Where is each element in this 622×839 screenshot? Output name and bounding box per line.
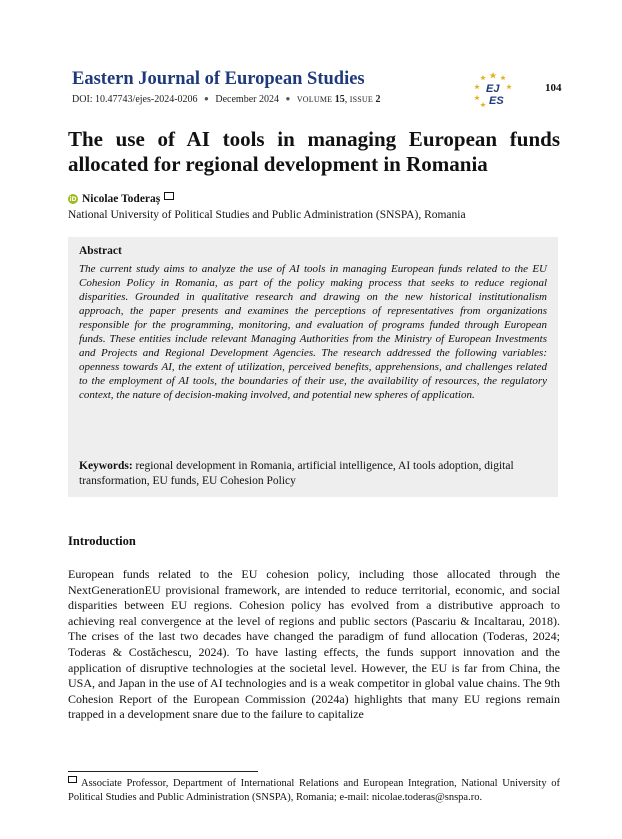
issue-label: ISSUE xyxy=(349,95,373,104)
envelope-icon xyxy=(68,776,77,783)
author-affiliation: National University of Political Studies and Public Administration (SNSPA), Romania xyxy=(68,209,466,221)
footnote-divider xyxy=(68,771,258,772)
keywords-list: regional development in Romania, artificial intelligence, AI tools adoption, digital transformation, EU funds, EU Cohesion Policy xyxy=(79,460,514,487)
envelope-icon[interactable] xyxy=(164,192,174,200)
issue-number: 2 xyxy=(375,94,381,105)
journal-title: Eastern Journal of European Studies xyxy=(72,69,365,89)
publication-date: December 2024 xyxy=(215,94,279,105)
footnote-text: Associate Professor, Department of International Relations and European Integration, National University of Political Studies and Public Administration (SNSPA), Romania; e-mail: nicolae.toderas@snspa.ro. xyxy=(68,778,560,803)
logo-text-top: EJ xyxy=(486,83,500,95)
orcid-icon[interactable]: iD xyxy=(69,195,77,203)
abstract-box xyxy=(68,237,558,497)
doi: DOI: 10.47743/ejes-2024-0206 xyxy=(72,94,198,105)
paper-title: The use of AI tools in managing European funds allocated for regional development in Romania xyxy=(68,127,560,176)
footnote xyxy=(68,777,560,805)
author-name: Nicolae Toderaș xyxy=(82,193,161,205)
keywords xyxy=(79,459,547,489)
author-line xyxy=(68,193,174,205)
ejes-logo xyxy=(472,71,514,107)
logo-text-bottom: ES xyxy=(489,95,504,107)
publication-meta: DOI: 10.47743/ejes-2024-0206 ● December 2024 ● VOLUME 15, ISSUE 2 xyxy=(72,94,381,105)
volume-label: VOLUME xyxy=(296,95,333,104)
bullet-separator: ● xyxy=(204,94,209,103)
keywords-label: Keywords: xyxy=(79,460,133,472)
volume-number: 15 xyxy=(334,94,345,105)
section-heading-introduction: Introduction xyxy=(68,534,136,548)
abstract-text: The current study aims to analyze the use of AI tools in managing European funds related to the EU Cohesion Policy in Romania, as part of the policy making process that seeks to reduce regional disparities. Grounded in qualitative research and drawing on the new historical institutionalism approach, the paper presents and examines the perceptions of representatives from organizations responsible for the programming, monitoring, and evaluation of programs funded through European funds. These entities include relevant Managing Authorities from the Ministry of European Investments and Projects and Regional Development Agencies. The research addressed the following variables: openness towards AI, the extent of utilization, perceived benefits, apprehensions, and challenges related to the employment of AI tools, the boundaries of their use, the availability of resources, the regulatory context, the nature of decision-making involved, and potential new spheres of application. xyxy=(79,263,547,401)
page-number: 104 xyxy=(545,82,562,94)
bullet-separator: ● xyxy=(285,94,291,103)
introduction-paragraph: European funds related to the EU cohesion policy, including those allocated through the NextGenerationEU provisional framework, are intended to reduce territorial, economic, and social disparities between EU regions. Cohesion policy has evolved from a distributive approach to achieving real convergence at the level of regions and public sectors (Pascariu & Incaltarau, 2018). The crises of the last two decades have changed the paradigm of fund allocation (Toderas, 2024; Toderas & Costăchescu, 2024). To have lasting effects, the funds support innovation and the application of disruptive technologies at the societal level. However, the EU is far from China, the USA, and Japan in the use of AI technologies and is a weak competitor in global value chains. The 9th Cohesion Report of the European Commission (2024a) highlights that many EU regions remain trapped in a development snare due to the failure to capitalize xyxy=(68,567,560,722)
abstract-heading: Abstract xyxy=(79,245,122,257)
